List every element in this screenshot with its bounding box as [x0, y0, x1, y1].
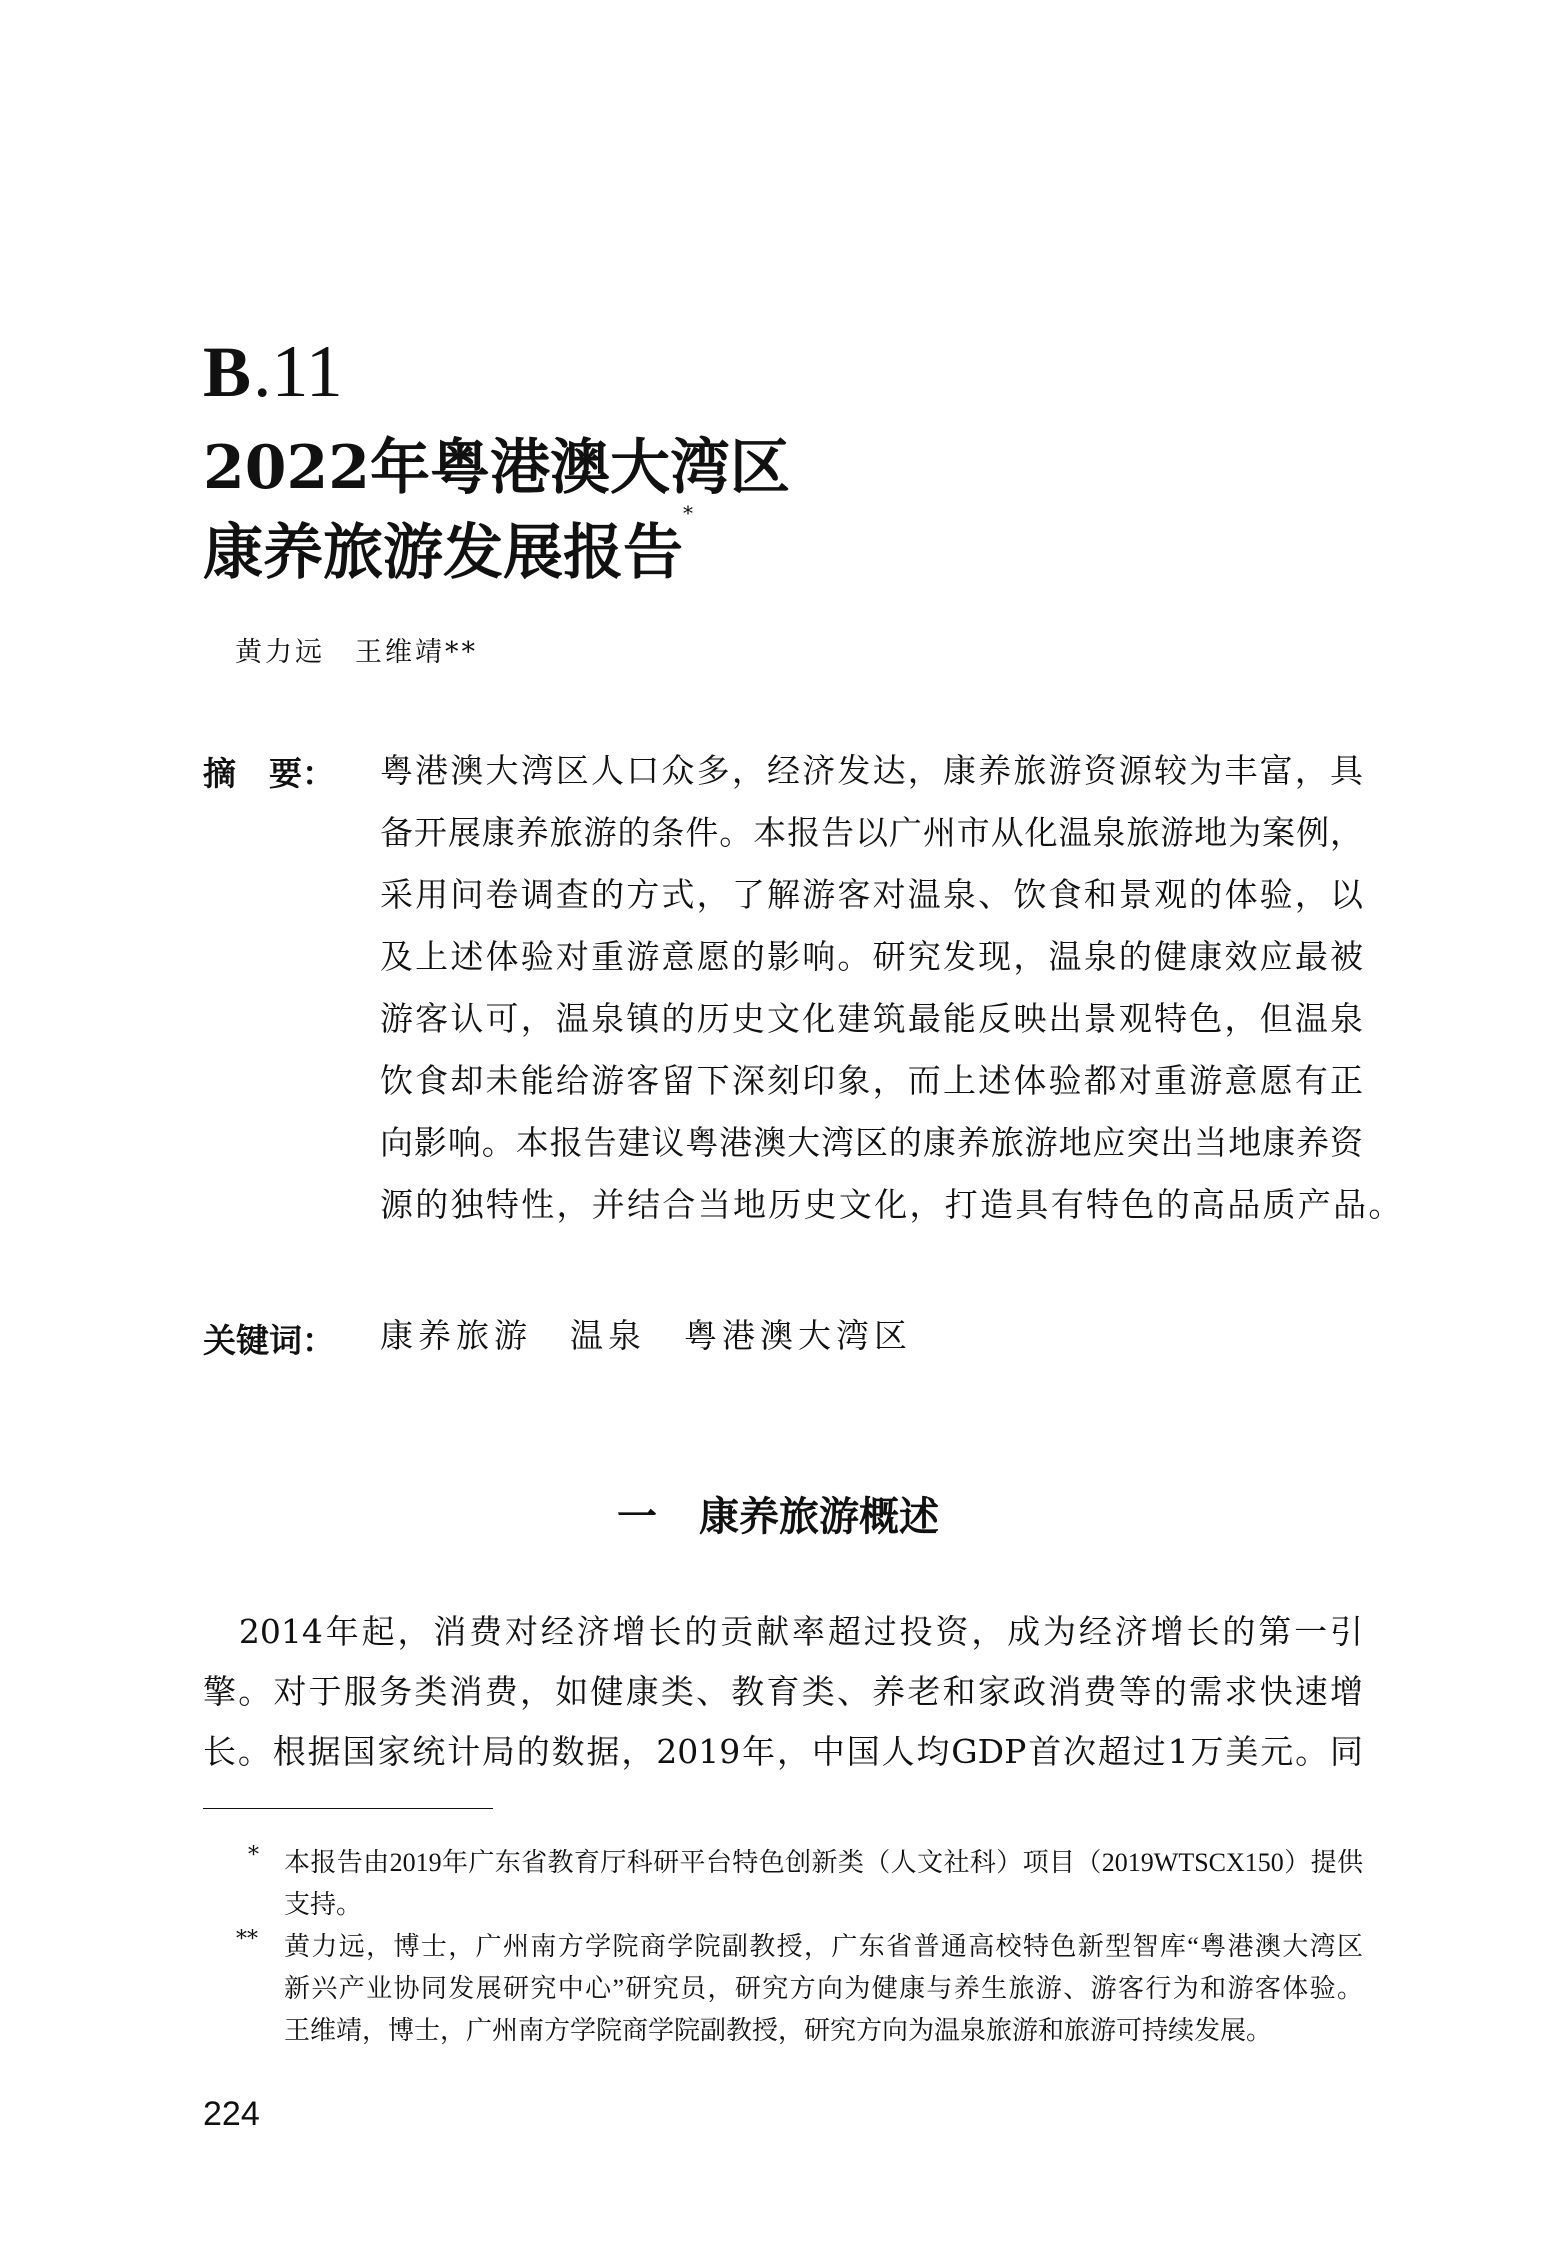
- title-footnote-mark[interactable]: *: [683, 501, 693, 525]
- author-2: 王维靖**: [355, 637, 478, 668]
- section-number: 一: [617, 1493, 657, 1540]
- footnote-line: 黄力远，博士，广州南方学院商学院副教授，广东省普通高校特色新型智库“粤港澳大湾区: [284, 1932, 1363, 1961]
- abstract-line: 源的独特性，并结合当地历史文化，打造具有特色的高品质产品。: [380, 1185, 1404, 1224]
- title-line-2: [203, 501, 693, 591]
- footnote-line: 新兴产业协同发展研究中心”研究员，研究方向为健康与养生旅游、游客行为和游客体验。: [284, 1974, 1363, 2003]
- body-line: 2014年起，消费对经济增长的贡献率超过投资，成为经济增长的第一引: [203, 1612, 1363, 1651]
- keyword: 康养旅游: [380, 1316, 532, 1355]
- chapter-index: .11: [253, 331, 343, 413]
- abstract-line: 饮食却未能给游客留下深刻印象，而上述体验都对重游意愿有正: [380, 1061, 1363, 1100]
- abstract-line: 向影响。本报告建议粤港澳大湾区的康养旅游地应突出当地康养资: [380, 1123, 1363, 1162]
- keyword: 温泉: [570, 1316, 646, 1355]
- authors: [235, 630, 478, 669]
- footnote-line: 支持。: [284, 1890, 363, 1919]
- footnote-line: 王维靖，博士，广州南方学院商学院副教授，研究方向为温泉旅游和旅游可持续发展。: [284, 2016, 1273, 2045]
- footnote-mark: **: [236, 1927, 258, 1952]
- footnote-mark: *: [248, 1843, 259, 1868]
- section-heading: [0, 1485, 1556, 1542]
- body-line: 擎。对于服务类消费，如健康类、教育类、养老和家政消费等的需求快速增: [203, 1672, 1363, 1711]
- body-line: 长。根据国家统计局的数据，2019年，中国人均GDP首次超过1万美元。同: [203, 1732, 1363, 1771]
- title-text: 康养旅游发展报告: [203, 518, 683, 588]
- abstract-line: 游客认可，温泉镇的历史文化建筑最能反映出景观特色，但温泉: [380, 999, 1363, 1038]
- section-title: 康养旅游概述: [699, 1493, 939, 1540]
- footnote-line: 本报告由2019年广东省教育厅科研平台特色创新类（人文社科）项目（2019WTSCX150）提供: [284, 1848, 1363, 1877]
- keywords-label: 关键词：: [203, 1321, 335, 1360]
- chapter-number: [203, 330, 343, 415]
- title-line-1: 2022年粤港澳大湾区: [203, 433, 790, 503]
- footnote-divider: [203, 1808, 493, 1809]
- abstract-line: 及上述体验对重游意愿的影响。研究发现，温泉的健康效应最被: [380, 937, 1363, 976]
- abstract-line: 采用问卷调查的方式，了解游客对温泉、饮食和景观的体验，以: [380, 875, 1363, 914]
- keyword: 粤港澳大湾区: [684, 1316, 912, 1355]
- abstract-line: 备开展康养旅游的条件。本报告以广州市从化温泉旅游地为案例，: [380, 813, 1363, 852]
- chapter-letter: B: [203, 332, 254, 412]
- page-number: 224: [203, 2095, 260, 2133]
- author-1: 黄力远: [235, 637, 325, 668]
- keywords: [380, 1310, 950, 1357]
- abstract-label: 摘 要：: [203, 754, 335, 793]
- abstract-line: 粤港澳大湾区人口众多，经济发达，康养旅游资源较为丰富，具: [380, 751, 1363, 790]
